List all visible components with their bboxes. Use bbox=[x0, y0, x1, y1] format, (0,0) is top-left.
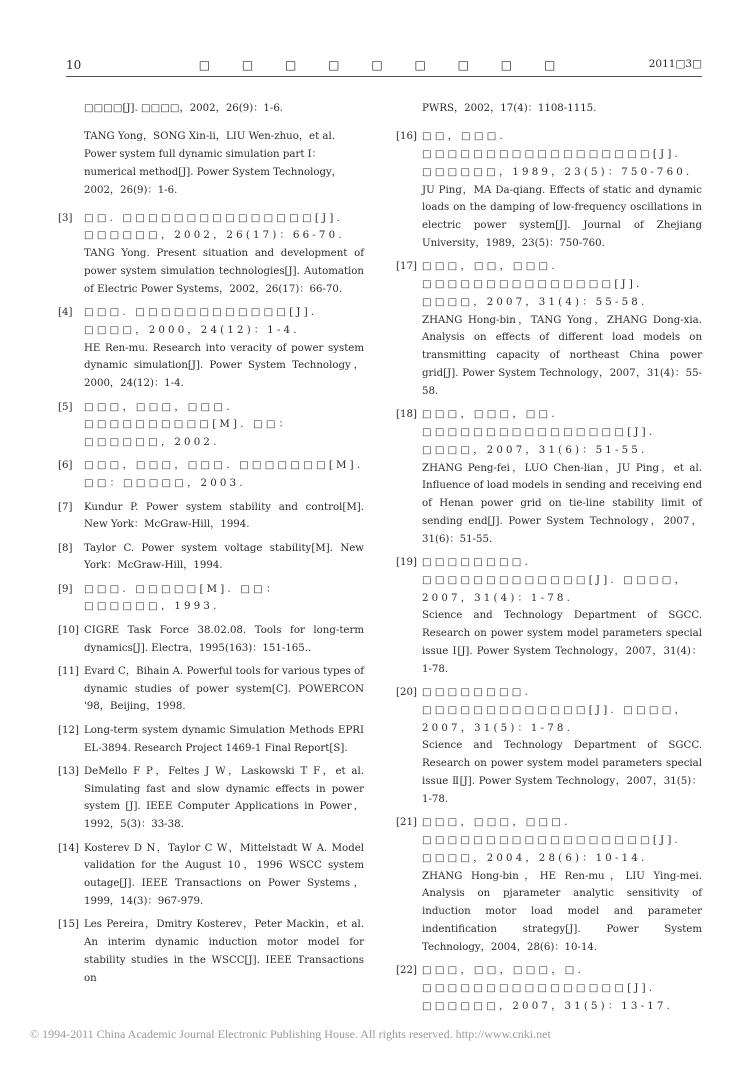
header-rule bbox=[66, 76, 702, 77]
journal-name: □ □ □ □ □ □ □ □ □ bbox=[198, 58, 570, 72]
reference-entry bbox=[58, 457, 364, 493]
reference-number: [11] bbox=[58, 665, 79, 677]
reference-entry bbox=[396, 406, 702, 548]
reference-cn: □□□，□□□，□□□. □□□□□□□[M]. □□：□□□□□，2003. bbox=[84, 460, 364, 490]
reference-number: [6] bbox=[58, 460, 73, 472]
reference-en: PWRS，2002，17(4)：1108-1115. bbox=[422, 103, 597, 115]
reference-en: Science and Technology Department of SGCC. Research on power system model parameters special issue Ⅱ[J]. Power System Technology，2007，31(5)：1-78. bbox=[422, 740, 702, 805]
reference-en: Taylor C. Power system voltage stability[M]. New York：McGraw-Hill，1994. bbox=[84, 542, 364, 572]
reference-entry bbox=[58, 840, 364, 911]
reference-entry bbox=[396, 684, 702, 809]
reference-en: ZHANG Hong-bin，HE Ren-mu，LIU Ying-mei. Analysis on pjarameter analytic sensitivity of induction motor load model and parameter indentification strategy[J]. Power System Technology，2004，28(6)：10-14. bbox=[422, 870, 702, 953]
reference-en: Science and Technology Department of SGCC. Research on power system model parameters special issue Ⅰ[J]. Power System Technology，2007，31(4)：1-78. bbox=[422, 610, 702, 675]
reference-number: [9] bbox=[58, 583, 73, 595]
reference-cn: □□□. □□□□□□□□□□□□[J]. □□□□，2000，24(12)：1-4. bbox=[84, 307, 318, 336]
reference-en: ZHANG Hong-bin，TANG Yong，ZHANG Dong-xia. Analysis on effects of different load models on transmitting capacity of northeast China power grid[J]. Power System Technology，2007，31(4)：55-58. bbox=[422, 314, 702, 397]
reference-cn: □□□，□□□，□□□. □□□□□□□□□□[M]. □□：□□□□□□，2002. bbox=[84, 401, 293, 449]
reference-entry bbox=[396, 814, 702, 956]
reference-entry bbox=[58, 399, 364, 452]
reference-cn: □□□. □□□□□[M]. □□：□□□□□□，1993. bbox=[84, 583, 280, 613]
reference-en: TANG Yong. Present situation and development of power system simulation technologies[J]. Automation of Electric Power Systems，2002，26(17)：66-70. bbox=[84, 248, 364, 295]
reference-entry bbox=[58, 499, 364, 535]
reference-en: Kosterev D N，Taylor C W，Mittelstadt W A. Model validation for the August 10，1996 WSCC system outage[J]. IEEE Transactions on Power Systems，1999，14(3)：967-979. bbox=[84, 842, 364, 907]
reference-entry bbox=[396, 128, 702, 253]
reference-en: DeMello F P，Feltes J W，Laskowski T F，et al. Simulating fast and slow dynamic effects in power system [J]. IEEE Computer Applications in Power，1992，5(3)：33-38. bbox=[84, 765, 364, 831]
reference-number: [20] bbox=[396, 687, 417, 699]
reference-number: [16] bbox=[396, 131, 417, 143]
reference-entry bbox=[58, 622, 364, 658]
page-number: 10 bbox=[66, 58, 82, 72]
reference-number: [4] bbox=[58, 307, 73, 319]
reference-number: [21] bbox=[396, 817, 417, 829]
reference-number: [13] bbox=[58, 765, 79, 777]
reference-entry bbox=[396, 554, 702, 679]
reference-cn: □□. □□□□□□□□□□□□□□□[J]. □□□□□□，2002，26(17)：66-70. bbox=[84, 212, 345, 242]
reference-number: [8] bbox=[58, 542, 73, 554]
copyright-footer: © 1994-2011 China Academic Journal Electronic Publishing House. All rights reserved. http://www.cnki.net bbox=[30, 1027, 551, 1041]
reference-number: [15] bbox=[58, 919, 79, 931]
reference-cn: □□□□□□□□. □□□□□□□□□□□□□[J]. □□□□，2007，31(5)：1-78. bbox=[422, 687, 688, 734]
left-column bbox=[58, 90, 364, 993]
reference-en: Kundur P. Power system stability and control[M]. New York：McGraw-Hill，1994. bbox=[84, 501, 364, 531]
reference-en: JU Ping，MA Da-qiang. Effects of static and dynamic loads on the damping of low-frequency oscillations in electric power system[J]. Journal of Zhejiang University，1989，23(5)：750-760. bbox=[422, 184, 702, 249]
page-header bbox=[66, 58, 702, 76]
reference-en: ZHANG Peng-fei，LUO Chen-lian，JU Ping，et al. Influence of load models in sending and receiving end of Henan power grid on tie-line stability limit of sending end[J]. Power System Technology，2007，31(6)：51-55. bbox=[422, 462, 702, 545]
reference-number: [22] bbox=[396, 965, 417, 977]
reference-number: [18] bbox=[396, 409, 417, 421]
reference-entry bbox=[396, 962, 702, 1015]
reference-continuation bbox=[58, 100, 364, 199]
reference-en: Evard C，Bihain A. Powerful tools for various types of dynamic studies of power system[C]. POWERCON '98，Beijing，1998. bbox=[84, 665, 364, 713]
reference-en: Les Pereira，Dmitry Kosterev，Peter Mackin，et al. An interim dynamic induction motor model for stability studies in the WSCC[J]. IEEE Transactions on bbox=[84, 919, 364, 984]
reference-en: TANG Yong，SONG Xin-li，LIU Wen-zhuo，et al. Power system full dynamic simulation part Ⅰ：numerical method[J]. Power System Technology，2002，26(9)：1-6. bbox=[84, 131, 342, 196]
reference-number: [12] bbox=[58, 724, 79, 736]
reference-en: Long-term system dynamic Simulation Methods EPRI EL-3894. Research Project 1469-1 Final Report[S]. bbox=[84, 724, 364, 754]
reference-entry bbox=[58, 210, 364, 299]
reference-cn: □□□，□□□，□□□. □□□□□□□□□□□□□□□□□□[J]. □□□□，2004，28(6)：10-14. bbox=[422, 817, 681, 864]
reference-cn: □□□□□□□□. □□□□□□□□□□□□□[J]. □□□□，2007，31(4)：1-78. bbox=[422, 557, 688, 604]
reference-cn: □□□，□□，□□□，□. □□□□□□□□□□□□□□□□[J]. □□□□□□，2007，31(5)：13-17. bbox=[422, 965, 674, 1012]
reference-cn: □□□，□□，□□□. □□□□□□□□□□□□□□□[J]. □□□□，2007，31(4)：55-58. bbox=[422, 261, 648, 308]
reference-number: [10] bbox=[58, 624, 79, 636]
reference-cn: □□□，□□□，□□. □□□□□□□□□□□□□□□□[J]. □□□□，2007，31(6)：51-55. bbox=[422, 409, 656, 456]
reference-en: CIGRE Task Force 38.02.08. Tools for long-term dynamics[J]. Electra，1995(163)：151-165.. bbox=[84, 624, 364, 654]
reference-number: [17] bbox=[396, 261, 417, 273]
reference-cn: □□，□□□. □□□□□□□□□□□□□□□□□□[J]. □□□□□□，1989，23(5)：750-760. bbox=[422, 131, 693, 178]
right-column bbox=[396, 90, 702, 1021]
reference-entry bbox=[58, 663, 364, 716]
reference-number: [14] bbox=[58, 842, 79, 854]
reference-en: HE Ren-mu. Research into veracity of power system dynamic simulation[J]. Power System Technology，2000，24(12)：1-4. bbox=[84, 342, 364, 390]
reference-number: [7] bbox=[58, 501, 73, 513]
reference-number: [3] bbox=[58, 212, 73, 224]
reference-entry bbox=[58, 722, 364, 758]
reference-cn: □□□□[J]. □□□□，2002，26(9)：1-6. bbox=[84, 103, 284, 115]
issue-label: 2011□3□ bbox=[648, 58, 702, 70]
reference-entry bbox=[58, 540, 364, 576]
reference-entry bbox=[58, 916, 364, 987]
reference-entry bbox=[58, 763, 364, 834]
reference-entry bbox=[58, 304, 364, 393]
reference-number: [5] bbox=[58, 401, 73, 413]
reference-number: [19] bbox=[396, 557, 417, 568]
reference-entry bbox=[396, 258, 702, 400]
reference-entry bbox=[58, 581, 364, 617]
reference-continuation bbox=[396, 100, 702, 118]
